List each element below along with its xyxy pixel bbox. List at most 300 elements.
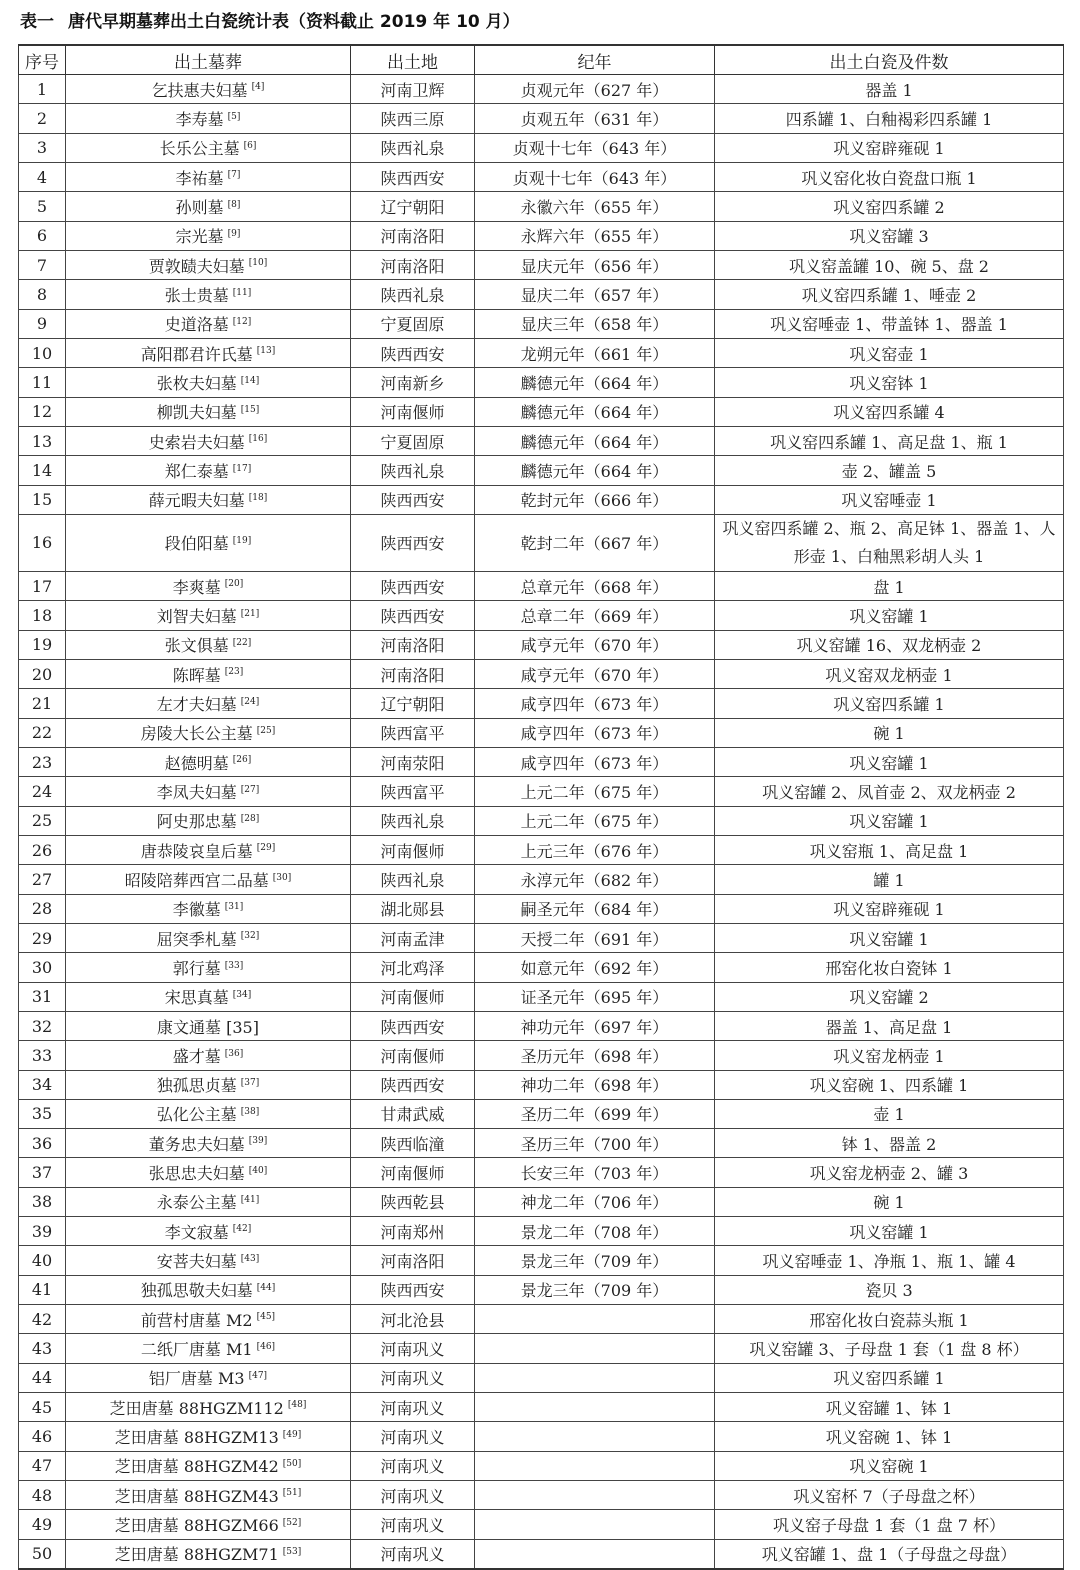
cell-date [475,1363,715,1392]
cell-place: 河南巩义 [351,1451,475,1480]
table-row [19,75,1064,104]
cell-no: 19 [19,630,66,659]
tomb-name: 长乐公主墓 [159,139,240,159]
table-row [19,630,1064,659]
tomb-name: 李凤夫妇墓 [156,782,237,802]
reference-mark: [30] [272,872,292,883]
tomb-name: 芝田唐墓 88HGZM13 [114,1428,279,1448]
table-row [19,1451,1064,1480]
reference-mark: [26] [232,755,252,766]
table-row [19,1305,1064,1334]
cell-place: 河南新乡 [351,368,475,397]
reference-mark: [32] [240,931,260,942]
reference-mark: [14] [240,375,260,386]
cell-date: 神功元年（697 年） [475,1011,715,1040]
cell-place: 甘肃武威 [351,1099,475,1128]
cell-tomb [66,456,351,485]
tomb-name: 赵德明墓 [164,753,229,773]
cell-no: 32 [19,1011,66,1040]
cell-date: 乾封元年（666 年） [475,485,715,514]
cell-place: 河北鸡泽 [351,953,475,982]
cell-place: 河南巩义 [351,1510,475,1539]
cell-tomb [66,338,351,367]
cell-no: 7 [19,250,66,279]
cell-no: 16 [19,514,66,571]
reference-mark: [29] [256,843,276,854]
cell-items: 巩义窑罐 3 [715,221,1064,250]
cell-tomb [66,1041,351,1070]
table-row [19,835,1064,864]
cell-no: 36 [19,1129,66,1158]
cell-place: 宁夏固原 [351,309,475,338]
cell-tomb [66,1275,351,1304]
cell-tomb [66,426,351,455]
tomb-name: 柳凯夫妇墓 [156,403,237,423]
cell-date: 景龙三年（709 年） [475,1275,715,1304]
cell-date: 圣历元年（698 年） [475,1041,715,1070]
cell-place: 河南偃师 [351,1041,475,1070]
cell-no: 46 [19,1422,66,1451]
cell-tomb [66,1539,351,1569]
cell-items: 巩义窑罐 1 [715,747,1064,776]
cell-items: 巩义窑子母盘 1 套（1 盘 7 杯） [715,1510,1064,1539]
tomb-name: 刘智夫妇墓 [156,606,237,626]
table-row [19,514,1064,571]
tomb-name: 张士贵墓 [164,285,229,305]
cell-tomb [66,1246,351,1275]
tomb-name: 昭陵陪葬西宫二品墓 [124,870,269,890]
table-row [19,1187,1064,1216]
tomb-name: 李爽墓 [172,577,221,597]
cell-tomb [66,894,351,923]
reference-mark: [21] [240,608,260,619]
table-row [19,1070,1064,1099]
table-row [19,1481,1064,1510]
cell-no: 33 [19,1041,66,1070]
cell-no: 42 [19,1305,66,1334]
cell-items: 器盖 1 [715,75,1064,104]
cell-date: 贞观五年（631 年） [475,104,715,133]
table-row [19,1099,1064,1128]
cell-no: 48 [19,1481,66,1510]
cell-items: 巩义窑四系罐 2、瓶 2、高足钵 1、器盖 1、人形壶 1、白釉黑彩胡人头 1 [715,514,1064,571]
cell-no: 4 [19,162,66,191]
cell-date: 咸亨元年（670 年） [475,659,715,688]
cell-place: 河南巩义 [351,1363,475,1392]
tomb-name: 房陵大长公主墓 [140,724,253,744]
reference-mark: [49] [282,1429,302,1440]
table-row [19,601,1064,630]
cell-no: 27 [19,865,66,894]
cell-place: 河南洛阳 [351,1246,475,1275]
cell-date [475,1451,715,1480]
tomb-name: 史索岩夫妇墓 [148,432,245,452]
cell-tomb [66,162,351,191]
cell-tomb [66,718,351,747]
tomb-name: 薛元暇夫妇墓 [148,491,245,511]
cell-date [475,1481,715,1510]
tomb-name: 张枚夫妇墓 [156,373,237,393]
tomb-name: 铝厂唐墓 M3 [148,1369,245,1389]
tomb-name: 独孤思敬夫妇墓 [140,1281,253,1301]
reference-mark: [16] [248,434,268,445]
cell-no: 49 [19,1510,66,1539]
cell-date: 长安三年（703 年） [475,1158,715,1187]
cell-tomb [66,485,351,514]
cell-place: 河南偃师 [351,397,475,426]
table-row [19,1275,1064,1304]
cell-tomb [66,133,351,162]
cell-no: 40 [19,1246,66,1275]
data-table [18,44,1064,1570]
reference-mark: [7] [227,170,241,181]
cell-items: 巩义窑四系罐 1、唾壶 2 [715,280,1064,309]
cell-place: 陕西乾县 [351,1187,475,1216]
table-row [19,1422,1064,1451]
cell-items: 巩义窑唾壶 1、净瓶 1、瓶 1、罐 4 [715,1246,1064,1275]
tomb-name: 康文通墓 [35] [157,1017,259,1037]
cell-tomb [66,309,351,338]
tomb-name: 李文寂墓 [164,1222,229,1242]
tomb-name: 前营村唐墓 M2 [140,1310,253,1330]
tomb-name: 宋思真墓 [164,988,229,1008]
cell-tomb [66,1305,351,1334]
cell-items: 巩义窑龙柄壶 2、罐 3 [715,1158,1064,1187]
cell-place: 陕西礼泉 [351,806,475,835]
reference-mark: [41] [240,1195,260,1206]
header-date: 纪年 [475,45,715,75]
cell-items: 巩义窑唾壶 1 [715,485,1064,514]
table-row [19,104,1064,133]
reference-mark: [31] [224,901,244,912]
cell-tomb [66,953,351,982]
cell-items: 巩义窑壶 1 [715,338,1064,367]
table-row [19,250,1064,279]
cell-no: 45 [19,1393,66,1422]
tomb-name: 唐恭陵哀皇后墓 [140,841,253,861]
cell-date: 景龙三年（709 年） [475,1246,715,1275]
table-row [19,571,1064,600]
cell-date: 贞观十七年（643 年） [475,133,715,162]
tomb-name: 芝田唐墓 88HGZM42 [114,1457,279,1477]
cell-date: 显庆三年（658 年） [475,309,715,338]
table-row [19,456,1064,485]
cell-tomb [66,659,351,688]
cell-date: 龙朔元年（661 年） [475,338,715,367]
reference-mark: [38] [240,1107,260,1118]
table-caption [20,6,534,38]
cell-place: 河南卫辉 [351,75,475,104]
tomb-name: 郭行墓 [172,958,221,978]
reference-mark: [37] [240,1077,260,1088]
cell-date: 显庆二年（657 年） [475,280,715,309]
cell-items: 邢窑化妆白瓷钵 1 [715,953,1064,982]
cell-tomb [66,1422,351,1451]
cell-no: 2 [19,104,66,133]
table-row [19,221,1064,250]
cell-tomb [66,982,351,1011]
header-place: 出土地 [351,45,475,75]
reference-mark: [9] [227,228,241,239]
tomb-name: 宗光墓 [175,227,224,247]
cell-tomb [66,1129,351,1158]
tomb-name: 郑仁泰墓 [164,461,229,481]
cell-items: 巩义窑四系罐 4 [715,397,1064,426]
cell-tomb [66,192,351,221]
cell-date: 上元二年（675 年） [475,806,715,835]
table-row [19,953,1064,982]
cell-no: 18 [19,601,66,630]
cell-items: 巩义窑辟雍砚 1 [715,133,1064,162]
cell-items: 巩义窑辟雍砚 1 [715,894,1064,923]
cell-date: 麟德元年（664 年） [475,426,715,455]
cell-items: 巩义窑四系罐 1 [715,1363,1064,1392]
reference-mark: [18] [248,492,268,503]
tomb-name: 李祐墓 [175,168,224,188]
table-row [19,1158,1064,1187]
reference-mark: [36] [224,1048,244,1059]
cell-no: 38 [19,1187,66,1216]
cell-items: 巩义窑罐 1、钵 1 [715,1393,1064,1422]
cell-date: 总章元年（668 年） [475,571,715,600]
cell-items: 壶 1 [715,1099,1064,1128]
cell-tomb [66,777,351,806]
reference-mark: [12] [232,316,252,327]
tomb-name: 独孤思贞墓 [156,1076,237,1096]
reference-mark: [46] [256,1341,276,1352]
table-row [19,806,1064,835]
reference-mark: [15] [240,404,260,415]
cell-tomb [66,397,351,426]
table-row [19,338,1064,367]
cell-tomb [66,221,351,250]
cell-no: 22 [19,718,66,747]
tomb-name: 高阳郡君许氏墓 [140,344,253,364]
cell-tomb [66,630,351,659]
cell-place: 陕西礼泉 [351,456,475,485]
cell-items: 钵 1、器盖 2 [715,1129,1064,1158]
cell-place: 河南郑州 [351,1217,475,1246]
cell-no: 30 [19,953,66,982]
cell-no: 41 [19,1275,66,1304]
cell-tomb [66,1510,351,1539]
cell-place: 陕西西安 [351,571,475,600]
cell-place: 陕西西安 [351,485,475,514]
tomb-name: 张文俱墓 [164,636,229,656]
cell-no: 5 [19,192,66,221]
reference-mark: [27] [240,784,260,795]
cell-date: 贞观十七年（643 年） [475,162,715,191]
cell-tomb [66,368,351,397]
cell-place: 河南洛阳 [351,221,475,250]
cell-no: 44 [19,1363,66,1392]
cell-date: 永淳元年（682 年） [475,865,715,894]
reference-mark: [5] [227,111,241,122]
tomb-name: 史道洛墓 [164,315,229,335]
cell-items: 巩义窑罐 2 [715,982,1064,1011]
cell-date: 神功二年（698 年） [475,1070,715,1099]
reference-mark: [34] [232,989,252,1000]
cell-no: 35 [19,1099,66,1128]
cell-tomb [66,104,351,133]
cell-no: 26 [19,835,66,864]
table-row [19,1334,1064,1363]
tomb-name: 孙则墓 [175,197,224,217]
tomb-name: 李寿墓 [175,109,224,129]
cell-tomb [66,689,351,718]
tomb-name: 屈突季札墓 [156,929,237,949]
reference-mark: [23] [224,667,244,678]
cell-place: 陕西西安 [351,1275,475,1304]
cell-place: 陕西富平 [351,718,475,747]
cell-place: 河北沧县 [351,1305,475,1334]
tomb-name: 乞扶惠夫妇墓 [151,80,248,100]
reference-mark: [20] [224,579,244,590]
reference-mark: [53] [282,1547,302,1558]
cell-no: 14 [19,456,66,485]
tomb-name: 永泰公主墓 [156,1193,237,1213]
cell-tomb [66,1011,351,1040]
cell-date: 永辉六年（655 年） [475,221,715,250]
table-row [19,1217,1064,1246]
cell-items: 器盖 1、高足盘 1 [715,1011,1064,1040]
cell-tomb [66,806,351,835]
cell-date: 贞观元年（627 年） [475,75,715,104]
tomb-name: 芝田唐墓 88HGZM43 [114,1486,279,1506]
table-row [19,1539,1064,1569]
cell-items: 巩义窑罐 2、凤首壶 2、双龙柄壶 2 [715,777,1064,806]
cell-items: 巩义窑罐 1、盘 1（子母盘之母盘） [715,1539,1064,1569]
cell-tomb [66,1070,351,1099]
cell-place: 河南偃师 [351,982,475,1011]
cell-date: 证圣元年（695 年） [475,982,715,1011]
table-row [19,397,1064,426]
cell-no: 47 [19,1451,66,1480]
cell-no: 43 [19,1334,66,1363]
table-row [19,1129,1064,1158]
tomb-name: 芝田唐墓 88HGZM66 [114,1516,279,1536]
cell-no: 37 [19,1158,66,1187]
cell-items: 巩义窑双龙柄壶 1 [715,659,1064,688]
table-row [19,426,1064,455]
cell-place: 陕西礼泉 [351,865,475,894]
cell-date: 咸亨元年（670 年） [475,630,715,659]
cell-items: 巩义窑罐 3、子母盘 1 套（1 盘 8 杯） [715,1334,1064,1363]
reference-mark: [47] [248,1371,268,1382]
cell-place: 河南巩义 [351,1393,475,1422]
cell-date: 总章二年（669 年） [475,601,715,630]
cell-no: 15 [19,485,66,514]
table-row [19,894,1064,923]
table-row [19,133,1064,162]
cell-items: 罐 1 [715,865,1064,894]
reference-mark: [28] [240,813,260,824]
reference-mark: [13] [256,346,276,357]
table-row [19,689,1064,718]
cell-no: 23 [19,747,66,776]
cell-place: 河南荥阳 [351,747,475,776]
cell-no: 25 [19,806,66,835]
header-no: 序号 [19,45,66,75]
cell-place: 河南偃师 [351,835,475,864]
reference-mark: [8] [227,199,241,210]
cell-date: 圣历二年（699 年） [475,1099,715,1128]
cell-place: 河南巩义 [351,1422,475,1451]
tomb-name: 贾敦赜夫妇墓 [148,256,245,276]
tomb-name: 芝田唐墓 88HGZM112 [109,1398,284,1418]
cell-tomb [66,923,351,952]
cell-items: 巩义窑杯 7（子母盘之杯） [715,1481,1064,1510]
cell-items: 碗 1 [715,718,1064,747]
caption-title: 唐代早期墓葬出土白瓷统计表（资料截止 2019 年 10 月） [68,12,520,32]
table-row [19,1363,1064,1392]
cell-items: 巩义窑罐 1 [715,806,1064,835]
table-row [19,309,1064,338]
cell-items: 巩义窑四系罐 2 [715,192,1064,221]
cell-items: 巩义窑四系罐 1、高足盘 1、瓶 1 [715,426,1064,455]
table-row [19,718,1064,747]
cell-place: 陕西西安 [351,601,475,630]
header-row [19,45,1064,75]
reference-mark: [39] [248,1136,268,1147]
cell-no: 13 [19,426,66,455]
reference-mark: [24] [240,696,260,707]
cell-place: 河南洛阳 [351,630,475,659]
cell-place: 陕西西安 [351,1070,475,1099]
tomb-name: 董务忠夫妇墓 [148,1134,245,1154]
cell-tomb [66,1217,351,1246]
cell-tomb [66,601,351,630]
cell-tomb [66,1187,351,1216]
cell-items: 巩义窑罐 1 [715,923,1064,952]
reference-mark: [4] [251,82,265,93]
cell-date: 咸亨四年（673 年） [475,689,715,718]
cell-tomb [66,514,351,571]
cell-place: 河南巩义 [351,1481,475,1510]
reference-mark: [42] [232,1224,252,1235]
tomb-name: 弘化公主墓 [156,1105,237,1125]
cell-tomb [66,1393,351,1422]
cell-date: 麟德元年（664 年） [475,456,715,485]
cell-place: 陕西西安 [351,338,475,367]
cell-no: 8 [19,280,66,309]
table-row [19,368,1064,397]
cell-no: 6 [19,221,66,250]
cell-tomb [66,280,351,309]
cell-tomb [66,1334,351,1363]
cell-no: 3 [19,133,66,162]
cell-date: 嗣圣元年（684 年） [475,894,715,923]
tomb-name: 二纸厂唐墓 M1 [140,1340,253,1360]
cell-no: 17 [19,571,66,600]
cell-place: 河南洛阳 [351,659,475,688]
reference-mark: [40] [248,1165,268,1176]
reference-mark: [17] [232,463,252,474]
cell-date: 上元二年（675 年） [475,777,715,806]
reference-mark: [52] [282,1517,302,1528]
table-row [19,1041,1064,1070]
cell-date: 乾封二年（667 年） [475,514,715,571]
cell-place: 辽宁朝阳 [351,192,475,221]
tomb-name: 段伯阳墓 [164,534,229,554]
cell-place: 湖北郧县 [351,894,475,923]
cell-date [475,1305,715,1334]
cell-items: 巩义窑四系罐 1 [715,689,1064,718]
caption-label: 表一 [20,12,54,32]
reference-mark: [19] [232,536,252,547]
reference-mark: [51] [282,1488,302,1499]
reference-mark: [43] [240,1253,260,1264]
